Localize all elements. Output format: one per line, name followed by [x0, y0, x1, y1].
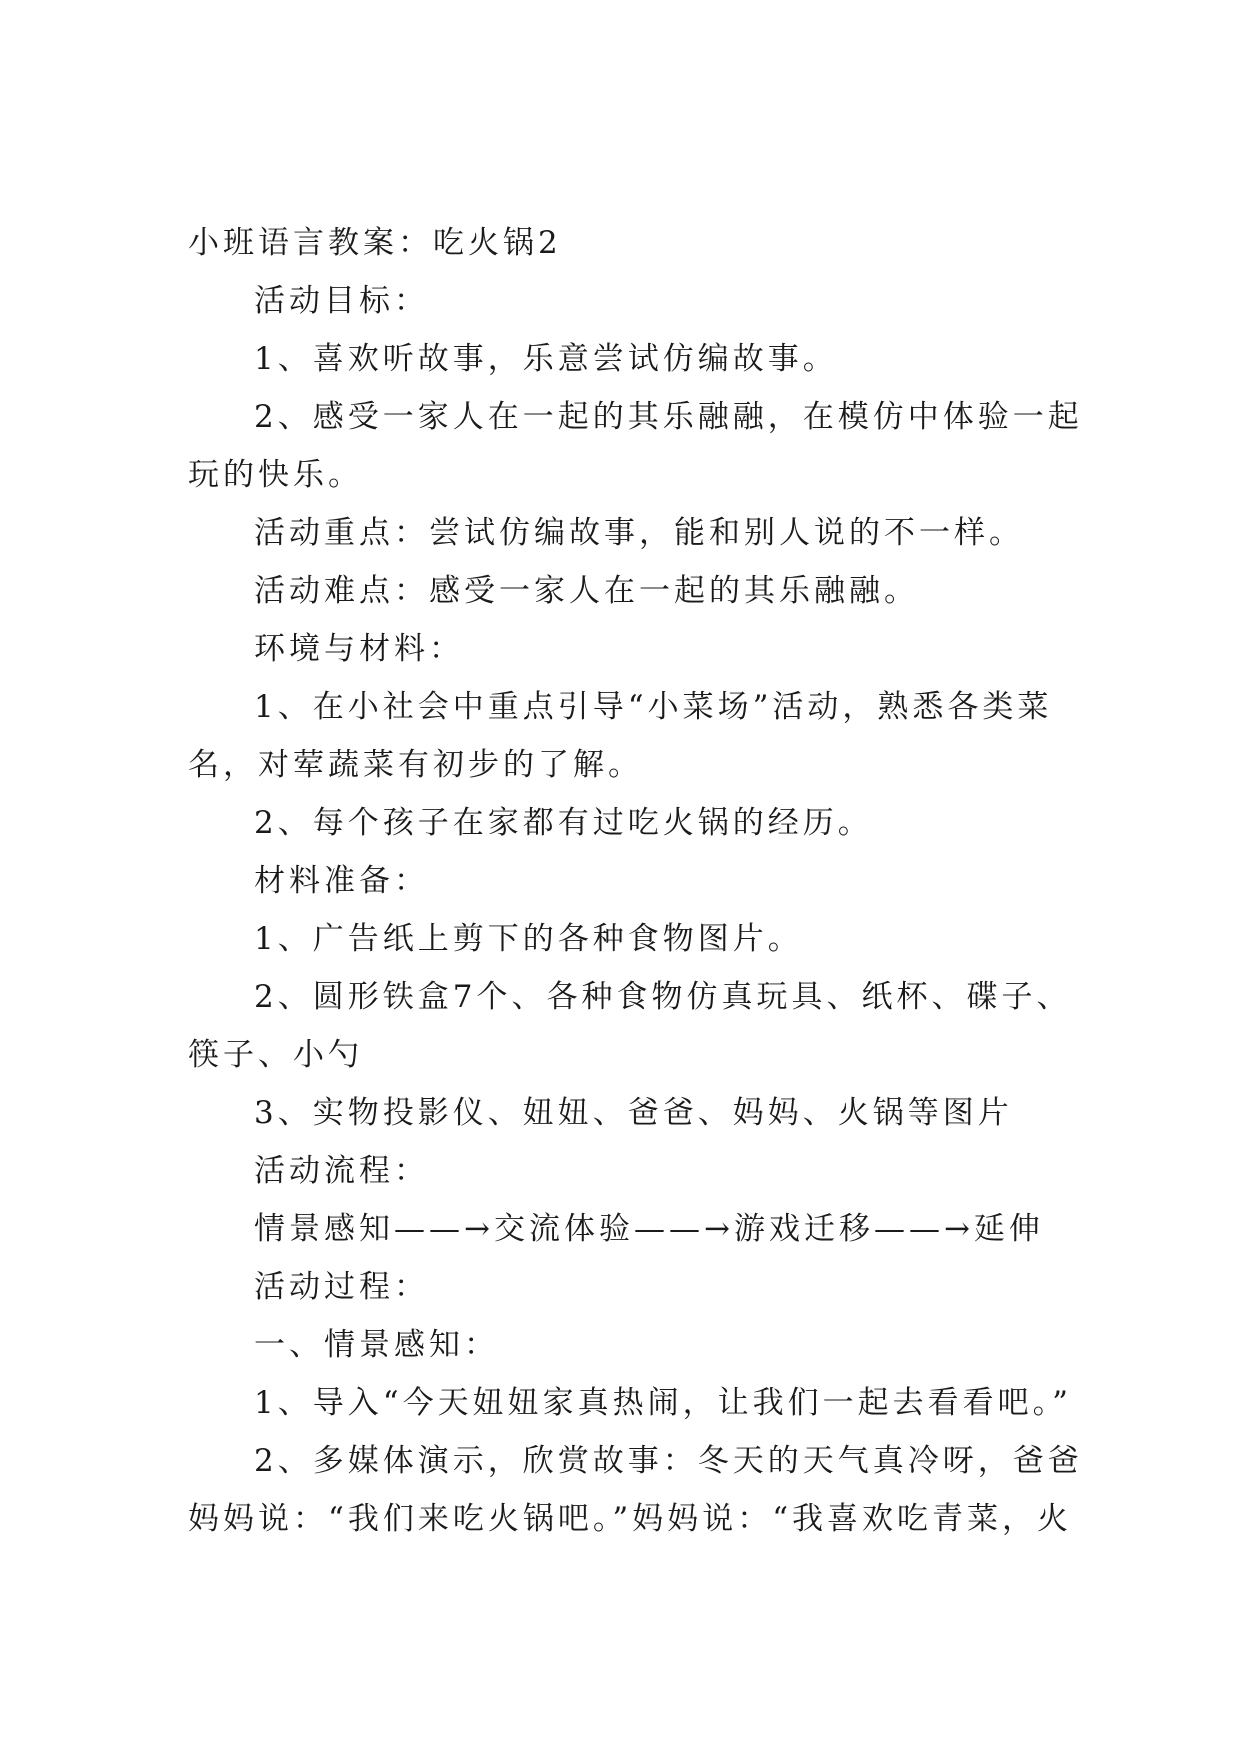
text-line: 名，对荤蔬菜有初步的了解。: [188, 747, 643, 783]
text-line: 3、实物投影仪、妞妞、爸爸、妈妈、火锅等图片: [254, 1095, 1013, 1131]
document-title: 小班语言教案：吃火锅2: [188, 225, 562, 261]
text-line: 一、情景感知：: [254, 1327, 499, 1363]
text-line: 1、在小社会中重点引导“小菜场”活动，熟悉各类菜: [254, 689, 1053, 725]
text-line: 材料准备：: [254, 863, 429, 899]
text-line: 玩的快乐。: [188, 457, 363, 493]
text-line: 活动流程：: [254, 1153, 429, 1189]
text-line: 活动难点：感受一家人在一起的其乐融融。: [254, 573, 919, 609]
text-line: 2、圆形铁盒7个、各种食物仿真玩具、纸杯、碟子、: [254, 979, 1072, 1015]
text-line: 2、感受一家人在一起的其乐融融，在模仿中体验一起: [254, 399, 1083, 435]
text-line: 筷子、小勺: [188, 1037, 363, 1073]
text-line: 1、导入“今天妞妞家真热闹，让我们一起去看看吧。”: [254, 1385, 1072, 1421]
text-line: 活动目标：: [254, 283, 429, 319]
text-line: 2、多媒体演示，欣赏故事：冬天的天气真冷呀，爸爸: [254, 1443, 1083, 1479]
text-line: 1、广告纸上剪下的各种食物图片。: [254, 921, 803, 957]
text-line: 妈妈说：“我们来吃火锅吧。”妈妈说：“我喜欢吃青菜，火: [188, 1501, 1073, 1537]
text-line: 1、喜欢听故事，乐意尝试仿编故事。: [254, 341, 838, 377]
text-line: 活动重点：尝试仿编故事，能和别人说的不一样。: [254, 515, 1024, 551]
document-body: [188, 214, 1083, 1548]
text-line: 情景感知——→交流体验——→游戏迁移——→延伸: [254, 1211, 1044, 1247]
text-line: 2、每个孩子在家都有过吃火锅的经历。: [254, 805, 873, 841]
text-line: 环境与材料：: [254, 631, 464, 667]
text-line: 活动过程：: [254, 1269, 429, 1305]
